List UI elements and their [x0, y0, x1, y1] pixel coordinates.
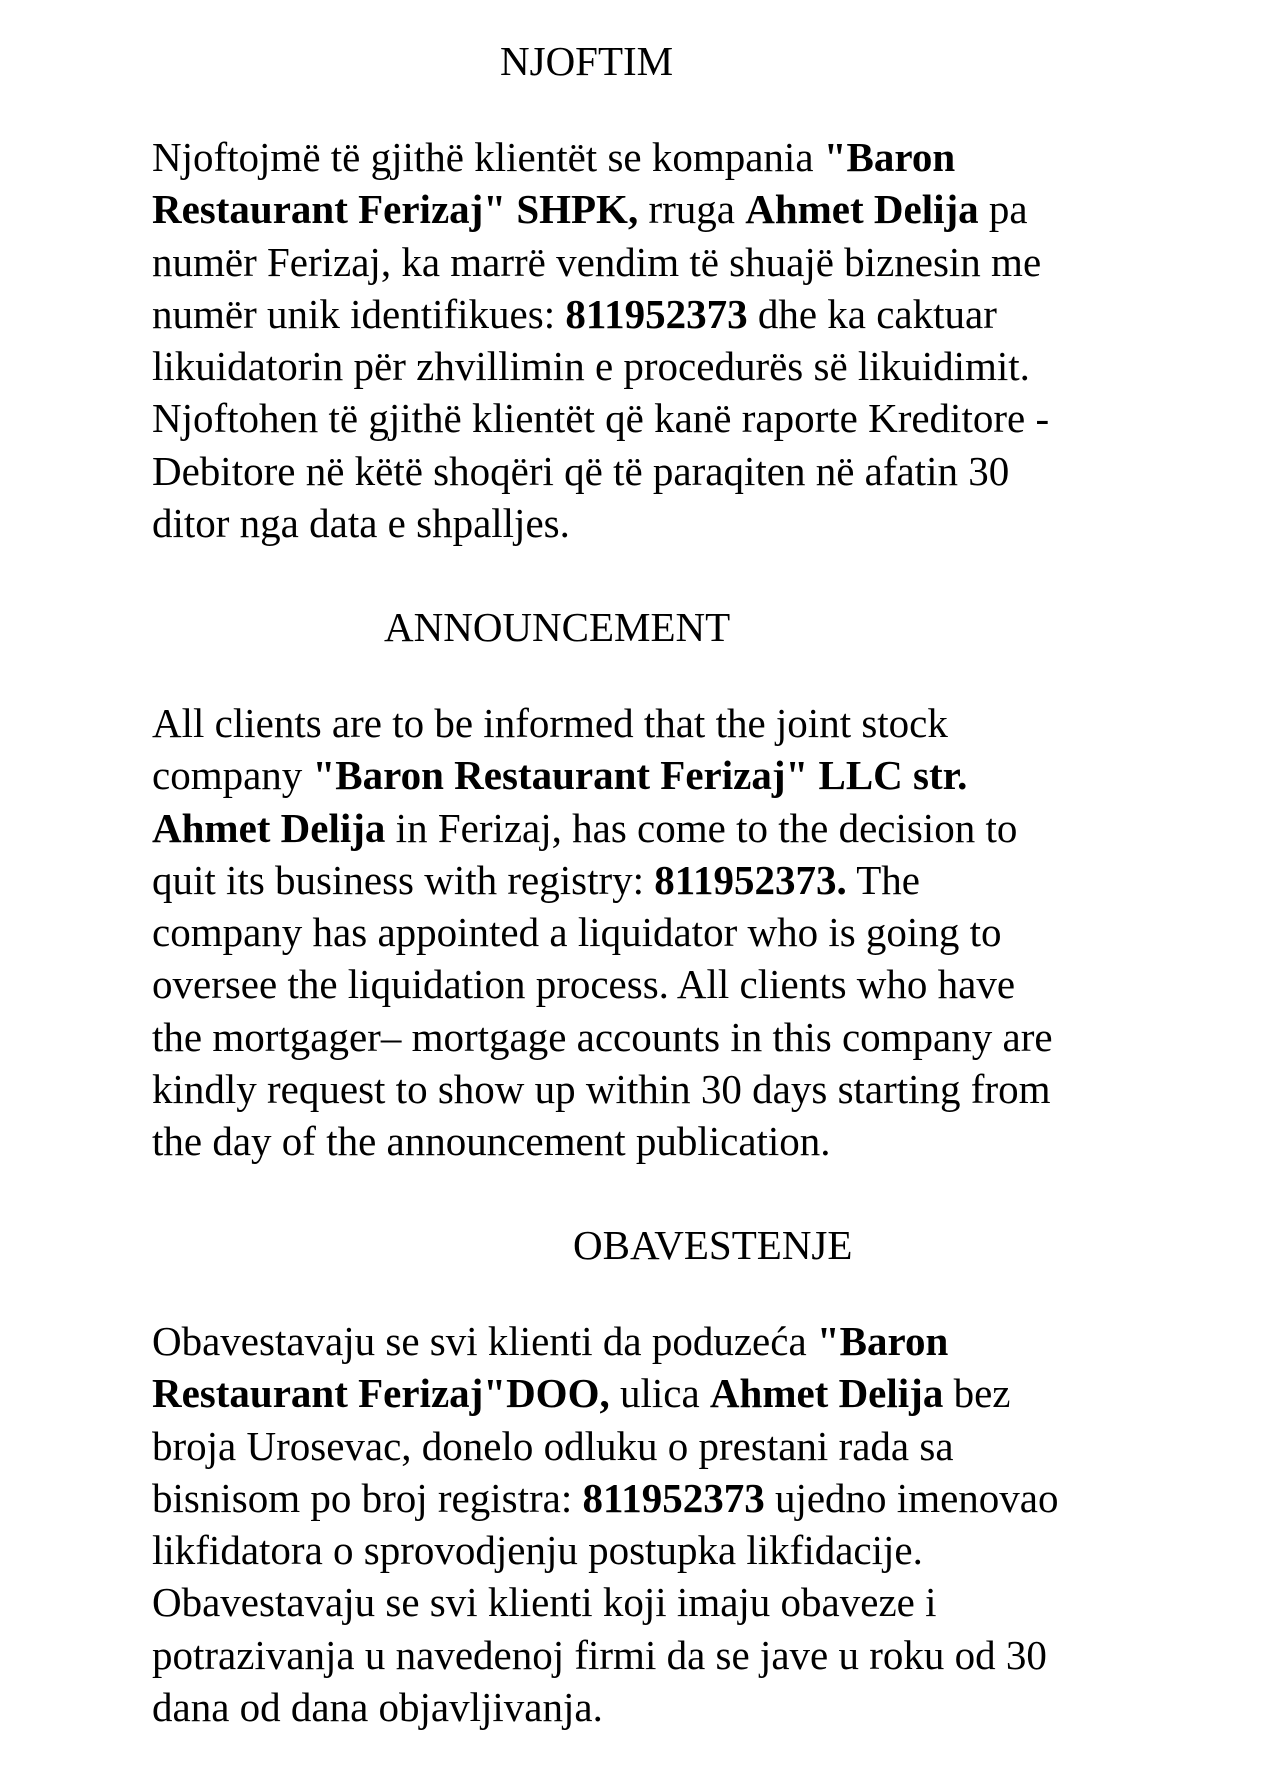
text-line	[152, 1681, 1162, 1733]
text-line	[152, 183, 1162, 235]
text-run: company	[152, 752, 313, 799]
text-run: Obavestavaju se svi klienti koji imaju obaveze i	[152, 1579, 937, 1626]
text-run: ulica	[609, 1370, 710, 1417]
heading-njoftim: NJOFTIM	[500, 38, 674, 84]
text-line	[152, 288, 1162, 340]
bold-text: 811952373.	[654, 856, 847, 903]
text-run: quit its business with registry:	[152, 856, 655, 903]
text-line	[152, 802, 1162, 854]
text-line	[152, 749, 1162, 801]
bold-text: Ahmet Delija	[152, 804, 386, 851]
text-line	[152, 131, 1162, 183]
text-line	[152, 1472, 1162, 1524]
text-run: likfidatora o sprovodjenju postupka likfidacije.	[152, 1527, 923, 1574]
bold-text: Restaurant Ferizaj" SHPK,	[152, 186, 639, 233]
text-run: Obavestavaju se svi klienti da poduzeća	[152, 1318, 817, 1364]
heading-announcement: ANNOUNCEMENT	[384, 604, 731, 650]
text-run: The	[846, 856, 921, 903]
text-run: bez	[943, 1370, 1011, 1417]
text-run: Njoftohen të gjithë klientët që kanë raporte Kreditore -	[152, 395, 1050, 442]
text-run: likuidatorin për zhvillimin e procedurës së likuidimit.	[152, 343, 1030, 390]
text-line	[152, 906, 1162, 958]
text-run: numër unik identifikues:	[152, 290, 566, 337]
bold-text: 811952373	[582, 1474, 765, 1521]
text-line	[152, 497, 1162, 549]
text-line	[152, 697, 1162, 749]
text-line	[152, 1063, 1162, 1115]
text-line	[152, 1576, 1162, 1628]
bold-text: 811952373	[565, 290, 748, 337]
text-line	[152, 445, 1162, 497]
text-line	[152, 1315, 1162, 1367]
bold-text: Restaurant Ferizaj"DOO,	[152, 1370, 610, 1417]
text-run: pa	[978, 186, 1028, 233]
text-line	[152, 854, 1162, 906]
paragraph-serbian	[152, 1315, 1162, 1733]
text-line	[152, 1011, 1162, 1063]
text-run: dana od dana objavljivanja.	[152, 1684, 603, 1731]
text-run: ujedno imenovao	[764, 1474, 1059, 1521]
text-line	[152, 1115, 1162, 1167]
text-run: broja Urosevac, donelo odluku o prestani rada sa	[152, 1422, 954, 1469]
text-line	[152, 1420, 1162, 1472]
text-line	[152, 1524, 1162, 1576]
text-run: the mortgager– mortgage accounts in this company are	[152, 1013, 1053, 1060]
text-line	[152, 392, 1162, 444]
bold-text: Ahmet Delija	[745, 186, 979, 233]
text-run: kindly request to show up within 30 days starting from	[152, 1066, 1051, 1113]
bold-text: "Baron Restaurant Ferizaj" LLC str.	[312, 752, 968, 799]
text-run: Debitore në këtë shoqëri që të paraqiten në afatin 30	[152, 447, 1010, 494]
bold-text: "Baron	[816, 1318, 949, 1364]
text-run: oversee the liquidation process. All clients who have	[152, 961, 1016, 1008]
text-line	[152, 1367, 1162, 1419]
text-line	[152, 1629, 1162, 1681]
text-run: potrazivanja u navedenoj firmi da se jave u roku od 30	[152, 1631, 1047, 1678]
text-run: numër Ferizaj, ka marrë vendim të shuajë biznesin me	[152, 238, 1042, 285]
text-run: in Ferizaj, has come to the decision to	[385, 804, 1018, 851]
text-run: dhe ka caktuar	[747, 290, 997, 337]
bold-text: "Baron	[823, 134, 956, 180]
text-line	[152, 340, 1162, 392]
text-run: Njoftojmë të gjithë klientët se kompania	[152, 134, 824, 180]
heading-obavestenje: OBAVESTENJE	[573, 1222, 853, 1268]
text-run: the day of the announcement publication.	[152, 1118, 831, 1165]
bold-text: Ahmet Delija	[709, 1370, 944, 1417]
paragraph-albanian	[152, 131, 1162, 549]
text-line	[152, 236, 1162, 288]
text-run: All clients are to be informed that the joint stock	[152, 700, 948, 746]
text-run: company has appointed a liquidator who is going to	[152, 909, 1002, 956]
text-run: bisnisom po broj registra:	[152, 1474, 583, 1521]
text-line	[152, 958, 1162, 1010]
text-run: rruga	[638, 186, 746, 233]
paragraph-english	[152, 697, 1162, 1168]
text-run: ditor nga data e shpalljes.	[152, 500, 570, 547]
